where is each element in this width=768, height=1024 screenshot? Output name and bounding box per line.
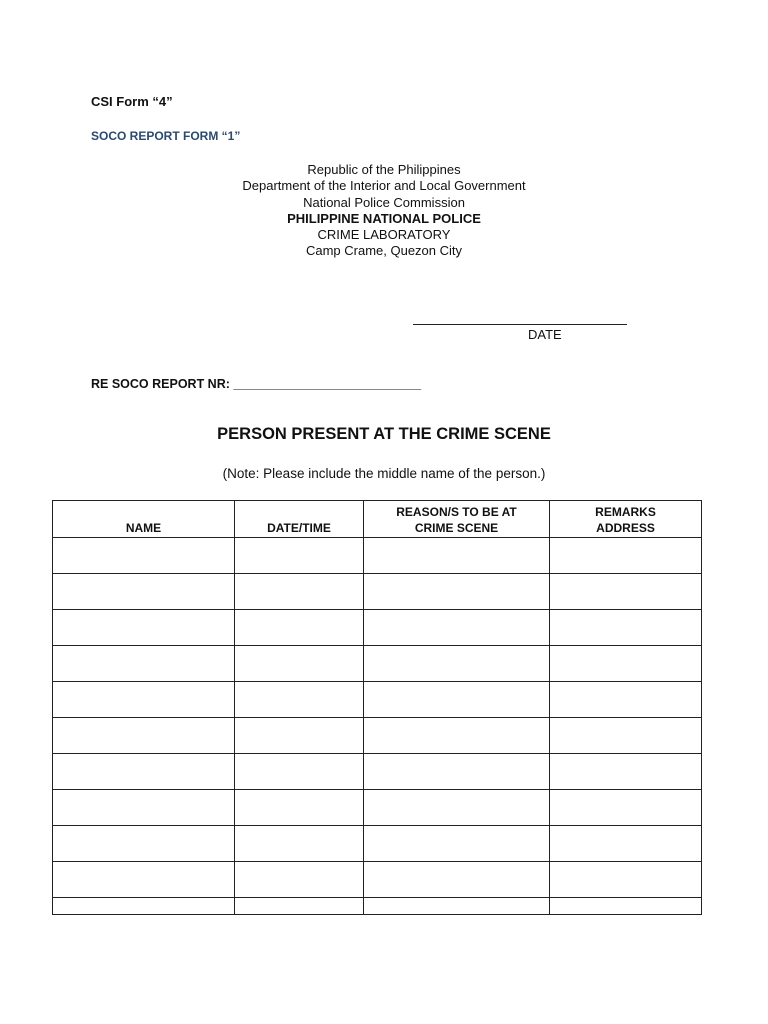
name-cell[interactable] bbox=[53, 574, 235, 610]
column-header-reason-line2: CRIME SCENE bbox=[414, 521, 499, 535]
column-header-remarks-line2: ADDRESS bbox=[596, 521, 655, 535]
letterhead-line-address: Camp Crame, Quezon City bbox=[305, 243, 463, 259]
name-cell[interactable] bbox=[53, 754, 235, 790]
remarks-cell[interactable] bbox=[550, 574, 702, 610]
remarks-cell[interactable] bbox=[550, 646, 702, 682]
letterhead-line-republic: Republic of the Philippines bbox=[307, 162, 461, 177]
remarks-cell[interactable] bbox=[550, 610, 702, 646]
table-row bbox=[53, 574, 702, 610]
name-cell[interactable] bbox=[53, 610, 235, 646]
reason-cell[interactable] bbox=[364, 718, 550, 754]
form-title: PERSON PRESENT AT THE CRIME SCENE bbox=[217, 425, 551, 443]
persons-present-table bbox=[52, 500, 702, 915]
reason-cell[interactable] bbox=[364, 610, 550, 646]
reason-cell[interactable] bbox=[364, 646, 550, 682]
name-cell[interactable] bbox=[53, 826, 235, 862]
form-note: (Note: Please include the middle name of the person.) bbox=[222, 466, 546, 481]
column-header-reason-line1: REASON/S TO BE AT bbox=[396, 505, 517, 519]
name-cell[interactable] bbox=[53, 790, 235, 826]
table-row bbox=[53, 862, 702, 898]
remarks-cell[interactable] bbox=[550, 790, 702, 826]
name-cell[interactable] bbox=[53, 718, 235, 754]
column-header-remarks bbox=[550, 501, 702, 538]
reason-cell[interactable] bbox=[364, 682, 550, 718]
letterhead-line-dilg: Department of the Interior and Local Government bbox=[242, 178, 526, 194]
datetime-cell[interactable] bbox=[235, 826, 364, 862]
column-header-reason bbox=[364, 501, 550, 538]
letterhead-line-napolcom: National Police Commission bbox=[303, 194, 465, 210]
name-cell[interactable] bbox=[53, 646, 235, 682]
table-header-row bbox=[53, 501, 702, 538]
soco-report-number-field: RE SOCO REPORT NR: ___________________________ bbox=[91, 377, 422, 391]
datetime-cell[interactable] bbox=[235, 790, 364, 826]
letterhead-line-crime-lab: CRIME LABORATORY bbox=[317, 227, 451, 243]
remarks-cell[interactable] bbox=[550, 538, 702, 574]
datetime-cell[interactable] bbox=[235, 754, 364, 790]
reason-cell[interactable] bbox=[364, 754, 550, 790]
date-label: DATE bbox=[528, 327, 562, 342]
remarks-cell[interactable] bbox=[550, 826, 702, 862]
table-row bbox=[53, 754, 702, 790]
remarks-cell[interactable] bbox=[550, 754, 702, 790]
table-row bbox=[53, 718, 702, 754]
datetime-cell[interactable] bbox=[235, 574, 364, 610]
name-cell[interactable] bbox=[53, 682, 235, 718]
soco-report-form-label: SOCO REPORT FORM “1” bbox=[91, 129, 241, 143]
remarks-cell[interactable] bbox=[550, 862, 702, 898]
remarks-cell[interactable] bbox=[550, 682, 702, 718]
datetime-cell[interactable] bbox=[235, 898, 364, 915]
reason-cell[interactable] bbox=[364, 790, 550, 826]
letterhead bbox=[0, 162, 768, 260]
datetime-cell[interactable] bbox=[235, 538, 364, 574]
letterhead-line-pnp: PHILIPPINE NATIONAL POLICE bbox=[287, 210, 481, 226]
table-row bbox=[53, 646, 702, 682]
table-row bbox=[53, 610, 702, 646]
name-cell[interactable] bbox=[53, 862, 235, 898]
name-cell[interactable] bbox=[53, 898, 235, 915]
column-header-name: NAME bbox=[53, 501, 235, 538]
table-row bbox=[53, 538, 702, 574]
remarks-cell[interactable] bbox=[550, 898, 702, 915]
reason-cell[interactable] bbox=[364, 826, 550, 862]
csi-form-label: CSI Form “4” bbox=[91, 94, 173, 109]
reason-cell[interactable] bbox=[364, 574, 550, 610]
column-header-datetime: DATE/TIME bbox=[235, 501, 364, 538]
datetime-cell[interactable] bbox=[235, 718, 364, 754]
column-header-remarks-line1: REMARKS bbox=[595, 505, 656, 519]
reason-cell[interactable] bbox=[364, 898, 550, 915]
datetime-cell[interactable] bbox=[235, 646, 364, 682]
reason-cell[interactable] bbox=[364, 538, 550, 574]
date-underline bbox=[413, 324, 627, 325]
reason-cell[interactable] bbox=[364, 862, 550, 898]
table-row bbox=[53, 826, 702, 862]
name-cell[interactable] bbox=[53, 538, 235, 574]
table-row bbox=[53, 898, 702, 915]
remarks-cell[interactable] bbox=[550, 718, 702, 754]
datetime-cell[interactable] bbox=[235, 862, 364, 898]
datetime-cell[interactable] bbox=[235, 610, 364, 646]
table-row bbox=[53, 682, 702, 718]
table-row bbox=[53, 790, 702, 826]
datetime-cell[interactable] bbox=[235, 682, 364, 718]
